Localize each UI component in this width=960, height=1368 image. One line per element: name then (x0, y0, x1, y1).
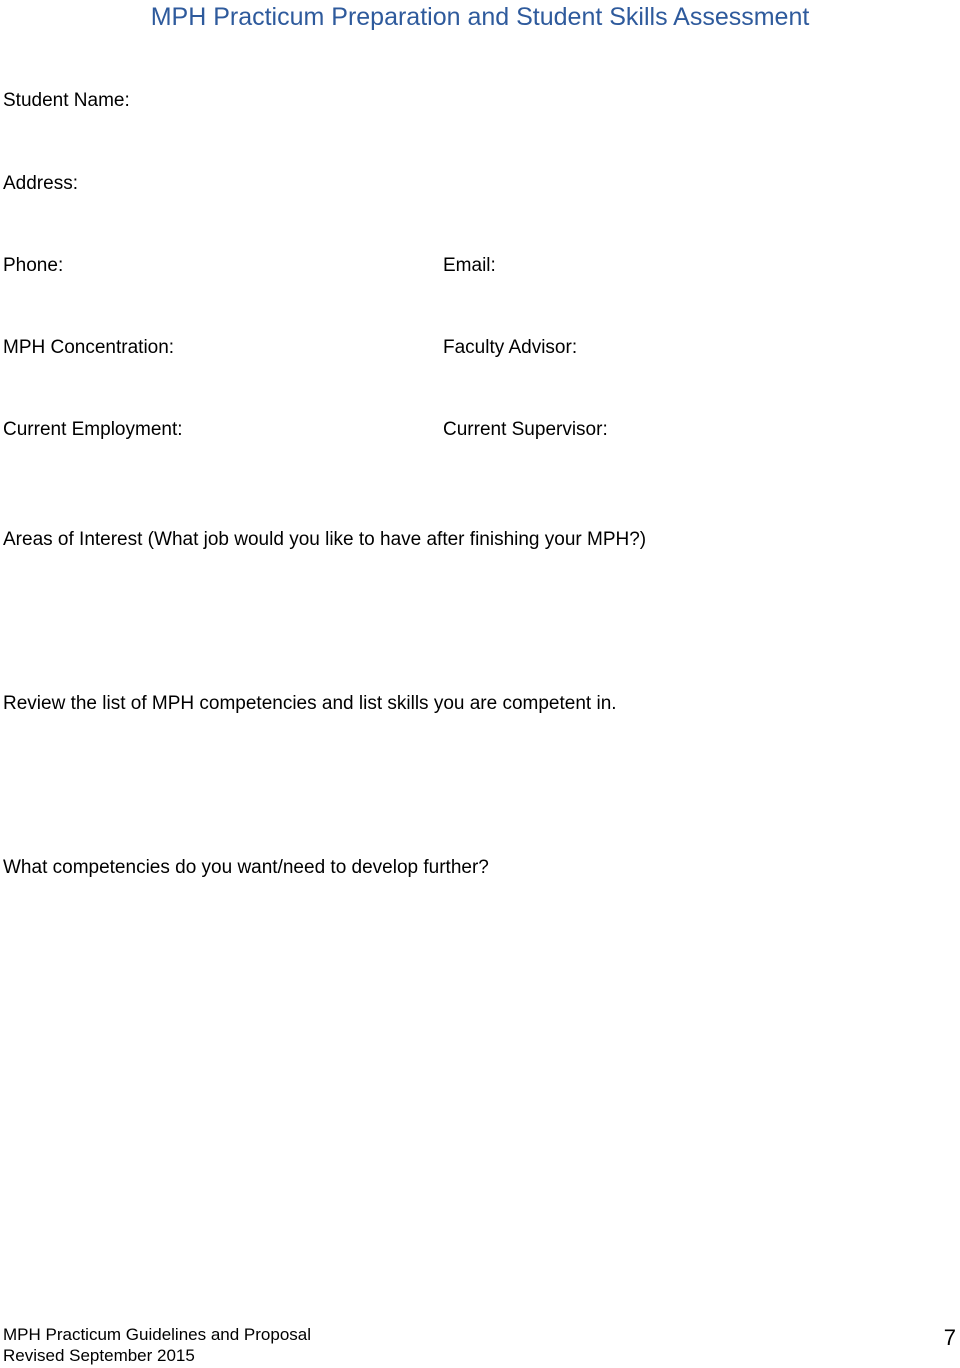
concentration-label: MPH Concentration: (3, 337, 175, 358)
phone-label: Phone: (3, 255, 64, 276)
footer-document-title: MPH Practicum Guidelines and Proposal (3, 1325, 312, 1344)
faculty-advisor-label: Faculty Advisor: (443, 337, 578, 358)
current-supervisor-label: Current Supervisor: (443, 419, 608, 440)
review-competencies-question: Review the list of MPH competencies and list skills you are competent in. (3, 693, 617, 714)
address-label: Address: (3, 173, 78, 194)
email-label: Email: (443, 255, 496, 276)
page-title: MPH Practicum Preparation and Student Skills Assessment (150, 3, 810, 31)
student-name-label: Student Name: (3, 90, 130, 111)
footer-revision-date: Revised September 2015 (3, 1346, 195, 1365)
areas-of-interest-question: Areas of Interest (What job would you like to have after finishing your MPH?) (3, 529, 647, 550)
develop-further-question: What competencies do you want/need to develop further? (3, 857, 489, 878)
current-employment-label: Current Employment: (3, 419, 183, 440)
page-number: 7 (943, 1325, 956, 1350)
